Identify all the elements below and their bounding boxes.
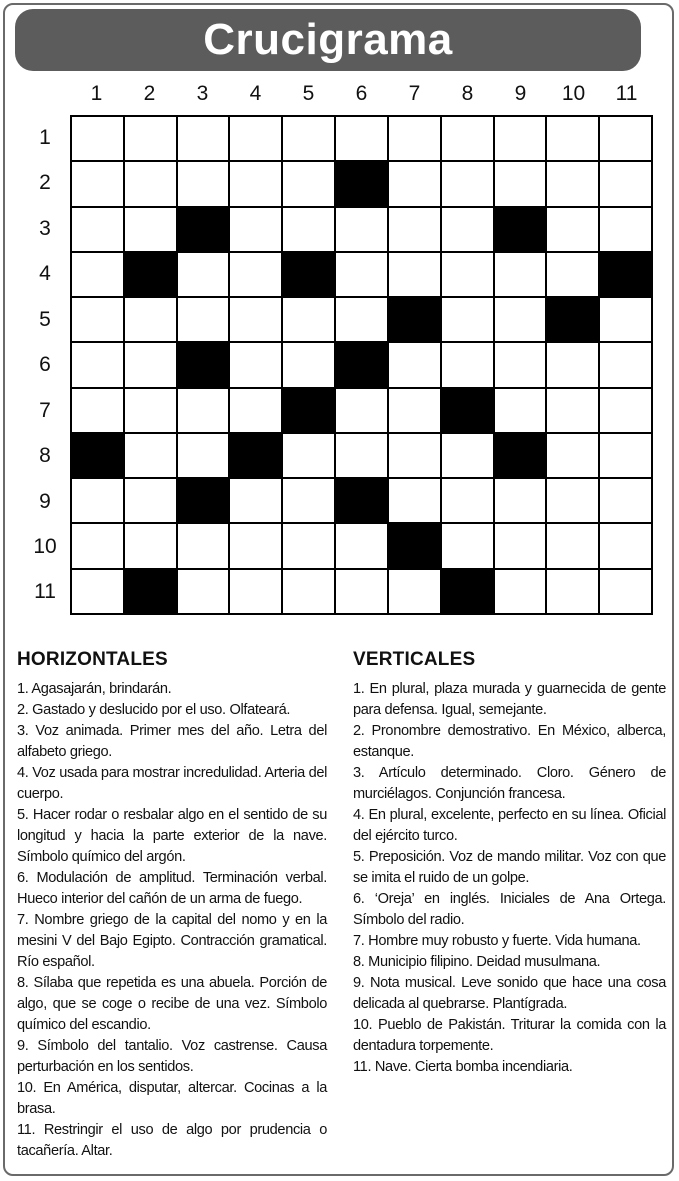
grid-cell[interactable] xyxy=(230,298,281,341)
column-number: 5 xyxy=(302,82,315,105)
column-numbers xyxy=(70,78,653,110)
clue-text: 10. Pueblo de Pakistán. Triturar la comida con la dentadura torpemente. xyxy=(353,1017,666,1054)
grid-cell[interactable] xyxy=(283,434,334,477)
grid-cell[interactable] xyxy=(283,570,334,613)
black-cell xyxy=(72,434,123,477)
clue-text: 9. Nota musical. Leve sonido que hace una cosa delicada al quebrarse. Plantígrada. xyxy=(353,975,666,1012)
grid-cell[interactable] xyxy=(389,162,440,205)
black-cell xyxy=(495,208,546,251)
grid-cell[interactable] xyxy=(230,253,281,296)
clue-text: 6. ‘Oreja’ en inglés. Iniciales de Ana Ortega. Símbolo del radio. xyxy=(353,891,666,928)
grid-cell[interactable] xyxy=(72,524,123,567)
grid-cell[interactable] xyxy=(336,389,387,432)
clue-text: 11. Restringir el uso de algo por prudencia o tacañería. Altar. xyxy=(17,1122,327,1159)
title-banner xyxy=(15,9,641,71)
black-cell xyxy=(125,570,176,613)
grid-cell[interactable] xyxy=(442,117,493,160)
grid-cell[interactable] xyxy=(600,479,651,522)
grid-cell[interactable] xyxy=(125,524,176,567)
grid-cell[interactable] xyxy=(283,208,334,251)
grid-cell[interactable] xyxy=(495,162,546,205)
grid-cell[interactable] xyxy=(336,117,387,160)
horizontal-clue-list xyxy=(17,679,327,1162)
grid-cell[interactable] xyxy=(600,162,651,205)
grid-cell[interactable] xyxy=(283,298,334,341)
clue-text: 2. Gastado y deslucido por el uso. Olfateará. xyxy=(17,702,291,718)
grid-cell[interactable] xyxy=(389,434,440,477)
grid-cell[interactable] xyxy=(72,162,123,205)
clue-text: 4. En plural, excelente, perfecto en su línea. Oficial del ejército turco. xyxy=(353,807,666,844)
clue-text: 5. Hacer rodar o resbalar algo en el sentido de su longitud y hacia la parte exterior de la nave. Símbolo químico del argón. xyxy=(17,807,327,865)
black-cell xyxy=(283,389,334,432)
grid-cell[interactable] xyxy=(72,298,123,341)
black-cell xyxy=(178,343,229,386)
clue-text: 4. Voz usada para mostrar incredulidad. Arteria del cuerpo. xyxy=(17,765,327,802)
vertical-clues xyxy=(353,648,666,1078)
clue-text: 11. Nave. Cierta bomba incendiaria. xyxy=(353,1059,573,1075)
grid-cell[interactable] xyxy=(336,434,387,477)
column-number: 1 xyxy=(90,82,103,105)
grid-cell[interactable] xyxy=(336,208,387,251)
grid-cell[interactable] xyxy=(547,434,598,477)
grid-cell[interactable] xyxy=(442,524,493,567)
grid-cell[interactable] xyxy=(389,570,440,613)
grid-cell[interactable] xyxy=(389,389,440,432)
row-number: 4 xyxy=(39,262,51,286)
grid-cell[interactable] xyxy=(178,298,229,341)
clue-text: 9. Símbolo del tantalio. Voz castrense. Causa perturbación en los sentidos. xyxy=(17,1038,327,1075)
grid-cell[interactable] xyxy=(178,524,229,567)
grid-cell[interactable] xyxy=(125,208,176,251)
row-number: 6 xyxy=(39,353,51,377)
grid-cell[interactable] xyxy=(600,570,651,613)
black-cell xyxy=(547,298,598,341)
grid-cell[interactable] xyxy=(125,298,176,341)
grid-cell[interactable] xyxy=(72,389,123,432)
grid-cell[interactable] xyxy=(600,524,651,567)
row-number: 7 xyxy=(39,398,51,422)
black-cell xyxy=(442,389,493,432)
grid-cell[interactable] xyxy=(125,162,176,205)
clue-text: 1. Agasajarán, brindarán. xyxy=(17,681,172,697)
grid-cell[interactable] xyxy=(283,162,334,205)
clue-text: 3. Voz animada. Primer mes del año. Letra del alfabeto griego. xyxy=(17,723,327,760)
grid-cell[interactable] xyxy=(547,570,598,613)
horizontal-heading: HORIZONTALES xyxy=(17,649,168,670)
clue-text: 2. Pronombre demostrativo. En México, alberca, estanque. xyxy=(353,723,666,760)
row-numbers xyxy=(20,115,70,615)
black-cell xyxy=(442,570,493,613)
vertical-clue-list xyxy=(353,679,666,1078)
horizontal-clues xyxy=(17,648,327,1162)
grid-cell[interactable] xyxy=(547,208,598,251)
grid-cell[interactable] xyxy=(125,479,176,522)
grid-cell[interactable] xyxy=(495,389,546,432)
row-number: 8 xyxy=(39,444,51,468)
clue-text: 8. Sílaba que repetida es una abuela. Porción de algo, que se coge o recibe de una vez. Símbolo químico del escandio. xyxy=(17,975,327,1033)
clue-text: 8. Municipio filipino. Deidad musulmana. xyxy=(353,954,601,970)
grid-cell[interactable] xyxy=(495,253,546,296)
grid-cell[interactable] xyxy=(442,434,493,477)
column-number: 7 xyxy=(408,82,421,105)
grid-cell[interactable] xyxy=(125,434,176,477)
grid-cell[interactable] xyxy=(230,208,281,251)
grid-cell[interactable] xyxy=(72,479,123,522)
clue-text: 1. En plural, plaza murada y guarnecida de gente para defensa. Igual, semejante. xyxy=(353,681,666,718)
grid-cell[interactable] xyxy=(389,208,440,251)
clue-text: 5. Preposición. Voz de mando militar. Voz con que se imita el ruido de un golpe. xyxy=(353,849,666,886)
row-number: 10 xyxy=(33,534,57,558)
black-cell xyxy=(495,434,546,477)
grid-cell[interactable] xyxy=(547,343,598,386)
grid-cell[interactable] xyxy=(230,343,281,386)
grid-cell[interactable] xyxy=(336,524,387,567)
column-number: 8 xyxy=(461,82,474,105)
row-number: 1 xyxy=(39,126,51,149)
grid-cell[interactable] xyxy=(547,479,598,522)
column-number: 10 xyxy=(561,82,586,105)
black-cell xyxy=(336,162,387,205)
row-number: 11 xyxy=(34,580,56,604)
black-cell xyxy=(600,253,651,296)
grid-cell[interactable] xyxy=(72,117,123,160)
vertical-heading: VERTICALES xyxy=(353,649,476,670)
grid-cell[interactable] xyxy=(72,343,123,386)
black-cell xyxy=(283,253,334,296)
clue-text: 6. Modulación de amplitud. Terminación verbal. Hueco interior del cañón de un arma de fuego. xyxy=(17,870,327,907)
grid-cell[interactable] xyxy=(547,162,598,205)
column-number: 6 xyxy=(355,82,368,105)
grid-cell[interactable] xyxy=(125,389,176,432)
grid-cell[interactable] xyxy=(72,253,123,296)
black-cell xyxy=(178,208,229,251)
black-cell xyxy=(389,298,440,341)
black-cell xyxy=(178,479,229,522)
grid-cell[interactable] xyxy=(178,253,229,296)
column-number: 4 xyxy=(249,82,262,105)
grid-cell[interactable] xyxy=(336,298,387,341)
grid-cell[interactable] xyxy=(495,298,546,341)
black-cell xyxy=(125,253,176,296)
grid-cell[interactable] xyxy=(230,117,281,160)
grid-cell[interactable] xyxy=(72,570,123,613)
grid-cell[interactable] xyxy=(442,479,493,522)
grid-cell[interactable] xyxy=(230,524,281,567)
grid-cell[interactable] xyxy=(389,343,440,386)
grid-cell[interactable] xyxy=(283,479,334,522)
grid-cell[interactable] xyxy=(230,162,281,205)
grid-cell[interactable] xyxy=(283,343,334,386)
grid-cell[interactable] xyxy=(442,208,493,251)
grid-cell[interactable] xyxy=(495,570,546,613)
black-cell xyxy=(230,434,281,477)
grid-cell[interactable] xyxy=(125,343,176,386)
grid-cell[interactable] xyxy=(178,434,229,477)
grid-cell[interactable] xyxy=(230,389,281,432)
grid-cell[interactable] xyxy=(178,570,229,613)
grid-cell[interactable] xyxy=(389,253,440,296)
grid-cell[interactable] xyxy=(547,117,598,160)
column-number: 9 xyxy=(514,82,527,105)
row-number: 9 xyxy=(39,489,51,513)
grid-cell[interactable] xyxy=(283,524,334,567)
grid-cell[interactable] xyxy=(283,117,334,160)
black-cell xyxy=(336,343,387,386)
grid-cell[interactable] xyxy=(600,343,651,386)
grid-cell[interactable] xyxy=(442,298,493,341)
column-number: 11 xyxy=(615,82,638,105)
grid-cell[interactable] xyxy=(442,343,493,386)
clue-text: 7. Hombre muy robusto y fuerte. Vida humana. xyxy=(353,933,641,949)
crossword-grid xyxy=(70,115,653,615)
grid-cell[interactable] xyxy=(442,253,493,296)
row-number: 2 xyxy=(39,171,51,195)
grid-cell[interactable] xyxy=(495,343,546,386)
grid-cell[interactable] xyxy=(178,117,229,160)
clue-text: 7. Nombre griego de la capital del nomo y en la mesini V del Bajo Egipto. Contracción gramatical. Río español. xyxy=(17,912,327,970)
row-number: 5 xyxy=(39,307,51,331)
page-title: Crucigrama xyxy=(203,15,453,64)
grid-cell[interactable] xyxy=(600,389,651,432)
grid-cell[interactable] xyxy=(495,524,546,567)
grid-cell[interactable] xyxy=(600,434,651,477)
black-cell xyxy=(336,479,387,522)
grid-cell[interactable] xyxy=(547,253,598,296)
grid-cell[interactable] xyxy=(178,389,229,432)
grid-cell[interactable] xyxy=(230,570,281,613)
grid-cell[interactable] xyxy=(125,117,176,160)
clue-text: 3. Artículo determinado. Cloro. Género de murciélagos. Conjunción francesa. xyxy=(353,765,666,802)
grid-cell[interactable] xyxy=(72,208,123,251)
grid-cell[interactable] xyxy=(547,524,598,567)
clue-text: 10. En América, disputar, altercar. Cocinas a la brasa. xyxy=(17,1080,327,1117)
grid-cell[interactable] xyxy=(336,570,387,613)
grid-cell[interactable] xyxy=(600,117,651,160)
row-number: 3 xyxy=(39,216,51,240)
column-number: 2 xyxy=(143,82,156,105)
column-number: 3 xyxy=(196,82,209,105)
grid-cell[interactable] xyxy=(600,298,651,341)
grid-cell[interactable] xyxy=(600,208,651,251)
grid-cell[interactable] xyxy=(389,117,440,160)
grid-cell[interactable] xyxy=(495,117,546,160)
grid-cell[interactable] xyxy=(547,389,598,432)
black-cell xyxy=(389,524,440,567)
grid-cell[interactable] xyxy=(336,253,387,296)
grid-cell[interactable] xyxy=(495,479,546,522)
grid-cell[interactable] xyxy=(230,479,281,522)
grid-cell[interactable] xyxy=(178,162,229,205)
grid-cell[interactable] xyxy=(389,479,440,522)
grid-cell[interactable] xyxy=(442,162,493,205)
